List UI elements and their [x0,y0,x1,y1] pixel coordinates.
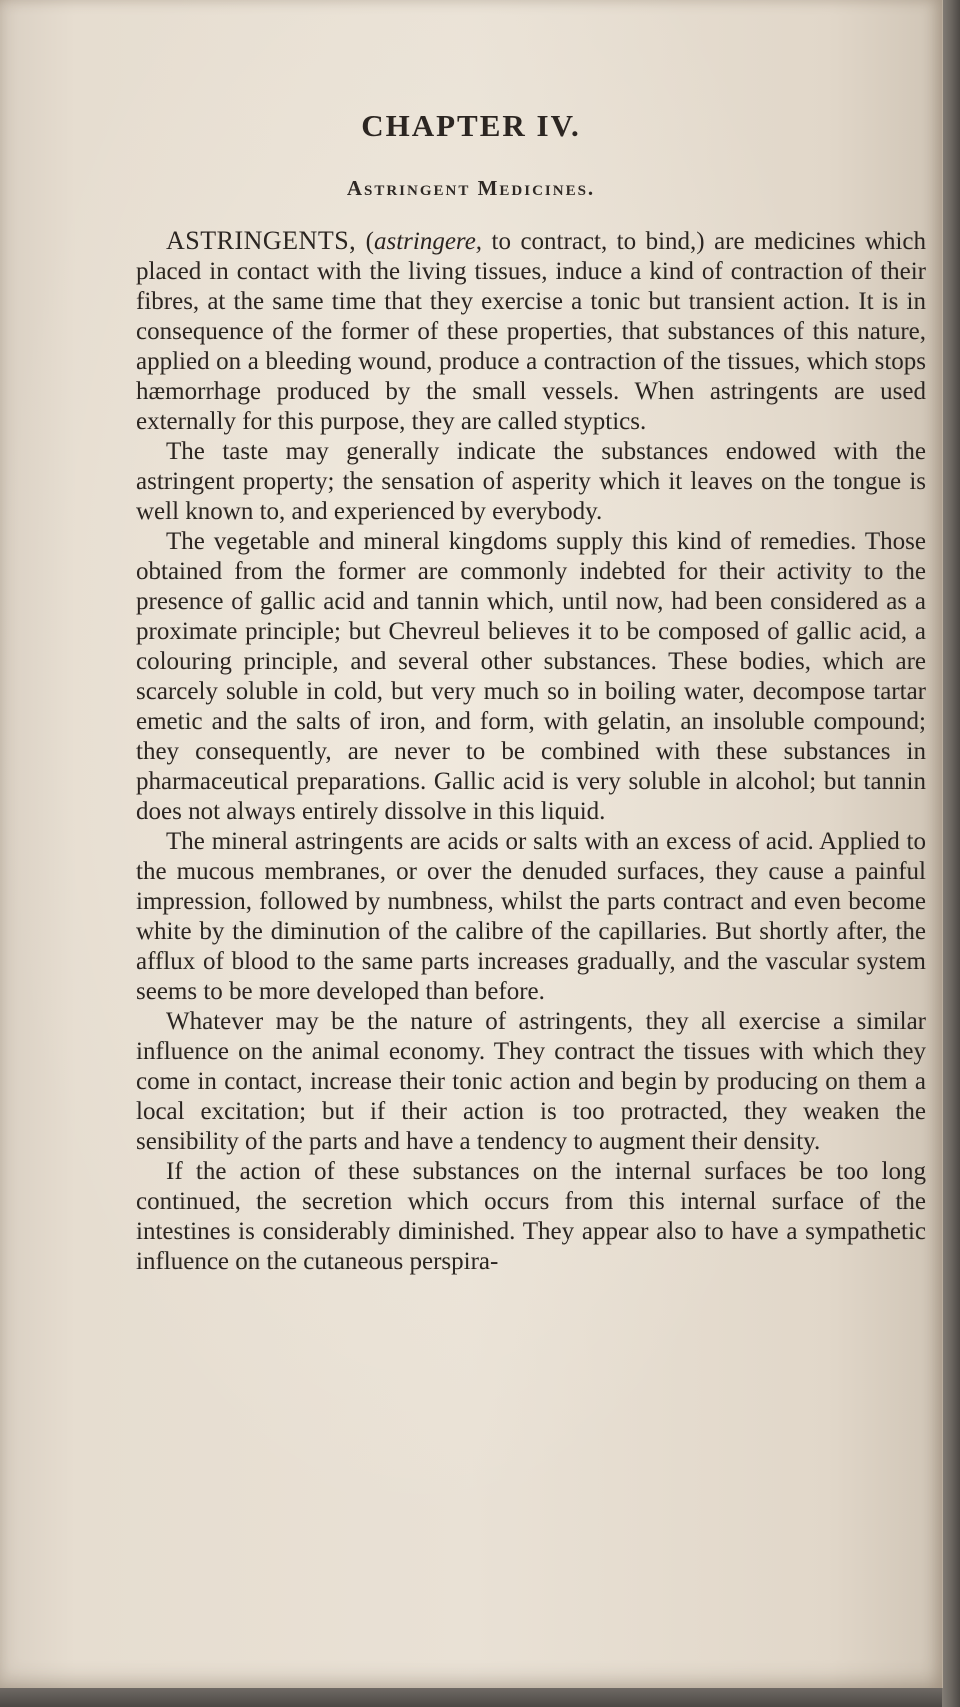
paragraph-1-opening: ( [356,228,374,255]
body-text [136,226,926,1277]
lead-word: ASTRINGENTS, [166,226,357,255]
paragraph-5: Whatever may be the nature of astringents, they all exercise a similar influence on the animal economy. They contract the tissues with which they come in contact, increase their tonic action and begin by producing on them a local excitation; but if their action is too protracted, they weaken the sensibility of the parts and have a tendency to augment their density. [136,1008,926,1155]
paragraph-3: The vegetable and mineral kingdoms supply this kind of remedies. Those obtained from the former are commonly indebted for their activity to the presence of gallic acid and tannin which, until now, had been considered as a proximate principle; but Chevreul believes it to be composed of gallic acid, a colouring principle, and several other substances. These bodies, which are scarcely soluble in cold, but very much so in boiling water, decompose tartar emetic and the salts of iron, and form, with gelatin, an insoluble compound; they consequently, are never to be combined with these substances in pharmaceutical preparations. Gallic acid is very soluble in alcohol; but tannin does not always entirely dissolve in this liquid. [136,528,926,825]
paragraph-2: The taste may generally indicate the substances endowed with the astringent property; the sensation of asperity which it leaves on the tongue is well known to, and experienced by everybody. [136,438,926,525]
paragraph-6: If the action of these substances on the internal surfaces be too long continued, the secretion which occurs from this internal surface of the intestines is considerably diminished. They appear also to have a sympathetic influence on the cutaneous perspira- [136,1158,926,1275]
chapter-title: CHAPTER IV. [361,108,581,143]
paragraph-1 [136,226,926,437]
paragraph-4: The mineral astringents are acids or salts with an excess of acid. Applied to the mucous membranes, or over the denuded surfaces, they cause a painful impression, followed by numbness, whilst the parts contract and even become white by the diminution of the calibre of the capillaries. But shortly after, the afflux of blood to the same parts increases gradually, and the vascular system seems to be more developed than before. [136,828,926,1005]
paragraph-1-text: to contract, to bind,) are medicines which placed in contact with the living tissues, induce a kind of contraction of their fibres, at the same time that they exercise a tonic but transient action. It is in consequence of the former of these properties, that substances of this nature, applied on a bleeding wound, produce a contraction of the tissues, which stops hæmorrhage produced by the small vessels. When astringents are used externally for this purpose, they are called styptics. [136,228,926,435]
page-bottom-shadow [0,1688,942,1707]
section-title: Astringent Medicines. [346,176,596,200]
latin-term: astringere, [373,228,483,255]
